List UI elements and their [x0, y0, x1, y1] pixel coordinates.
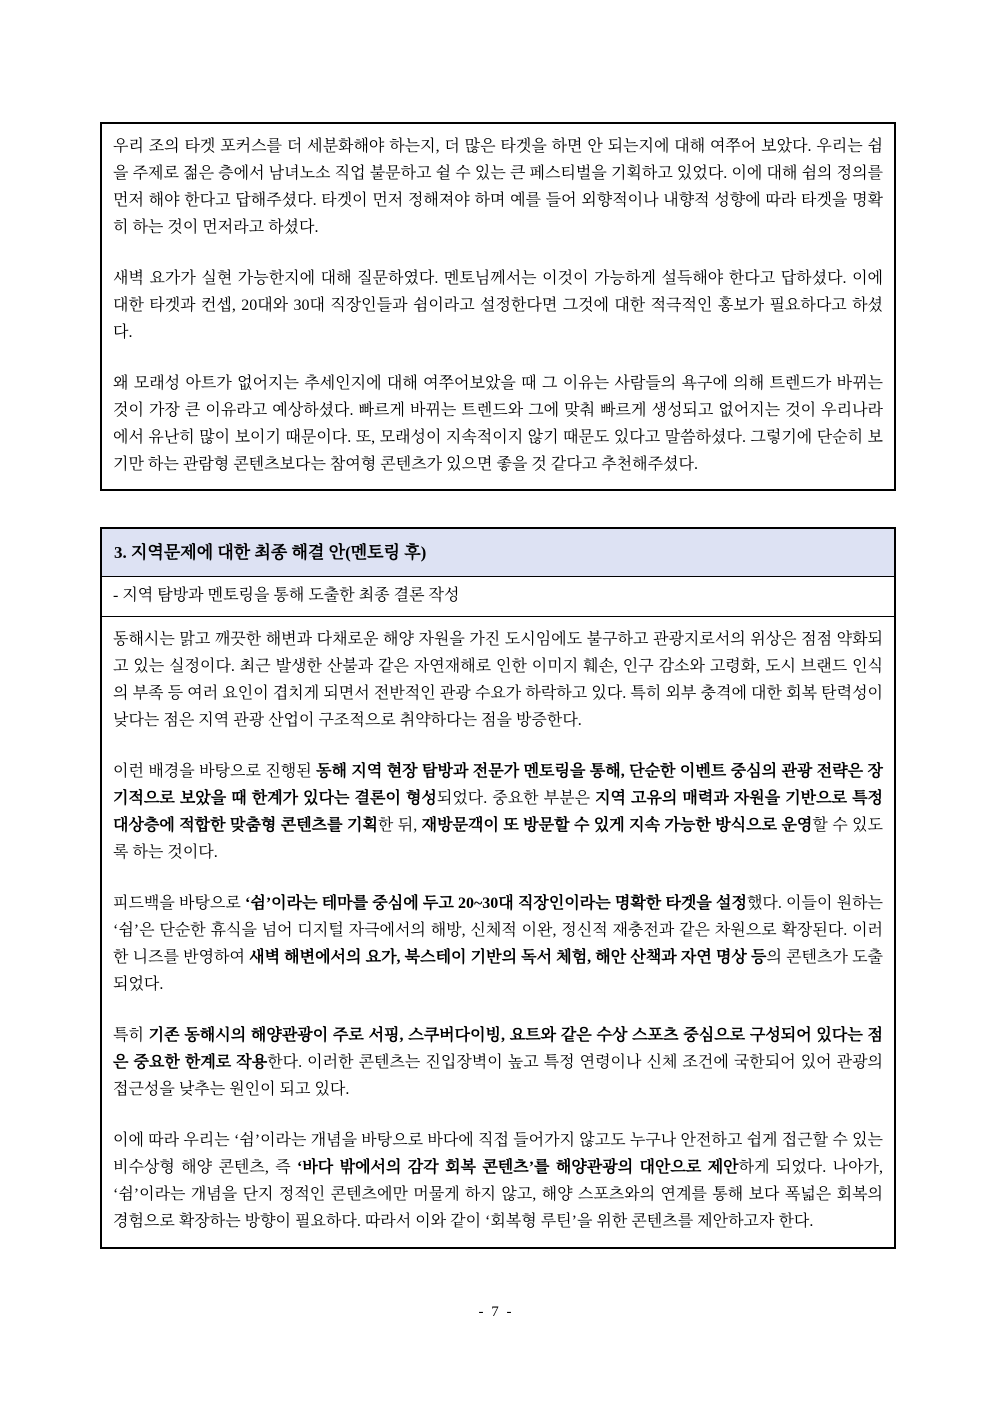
text-run: 왜 모래성 아트가 없어지는 추세인지에 대해 여쭈어보았을 때 그 이유는 사람들의 욕구에 의해 트렌드가 바뀌는 것이 가장 큰 이유라고 예상하셨다. 빠르게 바뀌는 트렌드와 그에 맞춰 빠르게 생성되고 없어지는 것이 우리나라에서 유난히 많이 보이기 때문이다. 또, 모래성이 지속적이지 않기 때문도 있다고 말씀하셨다. 그렇기에 단순히 보기만 하는 관람형 콘텐츠보다는 참여형 콘텐츠가 있으면 좋을 것 같다고 추천해주셨다. — [113, 375, 883, 473]
text-run: 했다. 이들이 원하는 ‘쉼’은 단순한 휴식을 넘어 디지털 자극에서의 해방, 신체적 이완, 정신적 재충전과 같은 차원으로 확장된다. 이러한 니즈를 반영하여 — [113, 895, 883, 966]
section3-body-row — [102, 617, 894, 1247]
bold-text-run: ‘바다 밖에서의 감각 회복 콘텐츠’를 해양관광의 대안으로 제안 — [297, 1159, 739, 1176]
text-run: 하게 되었다. 나아가, ‘쉼’이라는 개념을 단지 정적인 콘텐츠에만 머물게 하지 않고, 해양 스포츠와의 연계를 통해 보다 폭넓은 회복의 경험으로 확장하는 방향이 필요하다. 따라서 이와 같이 ‘회복형 루틴’을 위한 콘텐츠를 제안하고자 한다. — [113, 1159, 883, 1230]
paragraph — [113, 758, 883, 866]
text-run: 한 뒤, — [377, 817, 422, 834]
bold-text-run: 재방문객이 또 방문할 수 있게 지속 가능한 방식으로 운영 — [421, 817, 813, 834]
mentoring-notes-paragraphs — [113, 133, 883, 478]
page-number: - 7 - — [478, 1304, 514, 1320]
paragraph — [113, 890, 883, 998]
bold-text-run: 기존 동해시의 해양관광이 주로 서핑, 스쿠버다이빙, 요트와 같은 수상 스포츠 중심으로 구성되어 있다는 점은 중요한 한계로 작용 — [113, 1027, 884, 1071]
bold-text-run: 동해 지역 현장 탐방과 전문가 멘토링을 통해, 단순한 이벤트 중심의 관광 전략은 장기적으로 보았을 때 한계가 있다는 결론이 형성 — [113, 763, 883, 807]
text-run: 특히 — [113, 1027, 149, 1044]
paragraph — [113, 1022, 883, 1103]
text-run: 피드백을 바탕으로 — [113, 895, 246, 912]
paragraph — [113, 265, 883, 346]
section3-title: 3. 지역문제에 대한 최종 해결 안(멘토링 후) — [114, 543, 427, 562]
text-run: 이런 배경을 바탕으로 진행된 — [113, 763, 317, 780]
section3-subheader-row — [102, 577, 894, 617]
text-run: 의 콘텐츠가 도출되었다. — [113, 949, 883, 993]
paragraph — [113, 626, 883, 734]
bold-text-run: 새벽 해변에서의 요가, 북스테이 기반의 독서 체험, 해안 산책과 자연 명상 등 — [249, 949, 767, 966]
text-run: 할 수 있도록 하는 것이다. — [113, 817, 883, 861]
text-run: 되었다. 중요한 부분은 — [436, 790, 596, 807]
text-run: 동해시는 맑고 깨끗한 해변과 다채로운 해양 자원을 가진 도시임에도 불구하고 관광지로서의 위상은 점점 약화되고 있는 실정이다. 최근 발생한 산불과 같은 자연재해로 인한 이미지 훼손, 인구 감소와 고령화, 도시 브랜드 인식의 부족 등 여러 요인이 겹치게 되면서 전반적인 관광 수요가 하락하고 있다. 특히 외부 충격에 대한 회복 탄력성이 낮다는 점은 지역 관광 산업이 구조적으로 취약하다는 점을 방증한다. — [113, 631, 883, 729]
section3-subtitle: - 지역 탐방과 멘토링을 통해 도출한 최종 결론 작성 — [113, 587, 460, 604]
text-run: 우리 조의 타겟 포커스를 더 세분화해야 하는지, 더 많은 타겟을 하면 안 되는지에 대해 여쭈어 보았다. 우리는 쉼을 주제로 젊은 층에서 남녀노소 직업 불문하고 쉴 수 있는 큰 페스티벌을 기획하고 있었다. 이에 대해 쉼의 정의를 먼저 해야 한다고 답해주셨다. 타겟이 먼저 정해져야 하며 예를 들어 외향적이나 내향적 성향에 따라 타겟을 명확히 하는 것이 먼저라고 하셨다. — [113, 138, 883, 236]
bold-text-run: 지역 고유의 매력과 자원을 기반으로 특정 대상층에 적합한 맞춤형 콘텐츠를 기획 — [113, 790, 883, 834]
text-run: 새벽 요가가 실현 가능한지에 대해 질문하였다. 멘토님께서는 이것이 가능하게 설득해야 한다고 답하셨다. 이에 대한 타겟과 컨셉, 20대와 30대 직장인들과 쉼이라고 설정한다면 그것에 대한 적극적인 홍보가 필요하다고 하셨다. — [113, 270, 883, 341]
paragraph — [113, 370, 883, 478]
mentoring-notes-box — [100, 122, 896, 491]
section3-header-row — [102, 529, 894, 577]
bold-text-run: ‘쉼’이라는 테마를 중심에 두고 20~30대 직장인이라는 명확한 타겟을 설정 — [245, 895, 747, 912]
section3-table — [100, 527, 896, 1249]
text-run: 이에 따라 우리는 ‘쉼’이라는 개념을 바탕으로 바다에 직접 들어가지 않고도 누구나 안전하고 쉽게 접근할 수 있는 비수상형 해양 콘텐츠, 즉 — [113, 1132, 883, 1176]
text-run: 한다. 이러한 콘텐츠는 진입장벽이 높고 특정 연령이나 신체 조건에 국한되어 있어 관광의 접근성을 낮추는 원인이 되고 있다. — [113, 1054, 884, 1098]
paragraph — [113, 133, 883, 241]
paragraph — [113, 1127, 883, 1235]
section3-paragraphs — [113, 626, 883, 1235]
